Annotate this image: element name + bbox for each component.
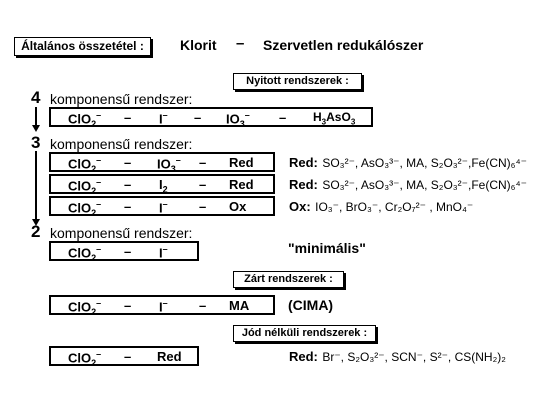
separator: – — [124, 155, 132, 170]
iodide-species: I– — [159, 110, 168, 127]
chlorite-species: ClO$_2$– — [68, 244, 102, 263]
red-list-2: Red: SO₃²⁻, AsO₃³⁻, MA, S₂O₃²⁻,Fe(CN)₆⁴⁻ — [289, 177, 527, 192]
level-3-label: komponensű rendszer: — [50, 136, 193, 152]
separator: – — [124, 298, 132, 313]
title-dash: – — [236, 35, 245, 52]
separator: – — [199, 177, 207, 192]
level-4-label: komponensű rendszer: — [50, 91, 193, 107]
iodide-species: I– — [159, 244, 168, 261]
iodine-free-box — [49, 346, 199, 366]
red-list-3: Red: Br⁻, S₂O₃²⁻, SCN⁻, S²⁻, CS(NH₂)₂ — [289, 349, 506, 364]
iodine-species: $I_2$ — [159, 177, 168, 195]
system-2-box — [49, 241, 199, 261]
reductant-species: Red — [229, 155, 254, 170]
separator: – — [199, 155, 207, 170]
separator: – — [124, 110, 132, 125]
system-3b-box — [49, 174, 275, 194]
arrow-4-to-3 — [35, 107, 37, 127]
level-2-number: 2 — [31, 222, 41, 241]
system-4-box — [49, 107, 373, 127]
arrow-3-to-2 — [35, 151, 37, 221]
separator: – — [124, 244, 132, 259]
minimal-note: "minimális" — [288, 240, 366, 256]
chlorite-species: ClO$_2$– — [68, 110, 102, 129]
open-systems-heading: Nyitott rendszerek : — [233, 73, 362, 90]
chlorite-species: ClO$_2$– — [68, 298, 102, 317]
iodide-species: I– — [159, 199, 168, 216]
system-3a-box — [49, 152, 275, 172]
title-subject: Klorit — [180, 37, 217, 53]
title-label: Általános összetétel : — [21, 39, 144, 53]
chlorite-species: ClO$_2$– — [68, 177, 102, 196]
separator: – — [199, 199, 207, 214]
separator: – — [124, 349, 132, 364]
red-list-1: Red: SO₃²⁻, AsO₃³⁻, MA, S₂O₃²⁻,Fe(CN)₆⁴⁻ — [289, 155, 527, 170]
iodine-free-heading: Jód nélküli rendszerek : — [233, 325, 376, 342]
separator: – — [124, 199, 132, 214]
ox-list: Ox: IO₃⁻, BrO₃⁻, Cr₂O₇²⁻ , MnO₄⁻ — [289, 199, 474, 214]
malonic-acid-species: MA — [229, 298, 250, 313]
iodate-species: $IO_3^-$ — [226, 110, 250, 129]
iodate-species: $IO_3^-$ — [157, 155, 181, 174]
arsenous-acid-species: $H_3AsO_3$ — [313, 110, 356, 127]
chlorite-species: ClO$_2$– — [68, 349, 102, 368]
reductant-species: Red — [157, 349, 182, 364]
level-2-label: komponensű rendszer: — [50, 225, 193, 241]
separator: – — [194, 110, 202, 125]
iodide-species: I– — [159, 298, 168, 315]
title-description: Szervetlen redukálószer — [263, 37, 424, 53]
level-4-number: 4 — [31, 88, 41, 107]
chlorite-species: ClO$_2$– — [68, 199, 102, 218]
separator: – — [279, 110, 287, 125]
cima-box — [49, 295, 275, 315]
title-label-box — [14, 37, 151, 56]
system-3c-box — [49, 196, 275, 216]
arrow-4-to-3-head — [32, 125, 40, 132]
closed-systems-heading: Zárt rendszerek : — [233, 271, 344, 288]
oxidant-species: Ox — [229, 199, 247, 214]
separator: – — [199, 298, 207, 313]
cima-note: (CIMA) — [288, 297, 334, 313]
reductant-species: Red — [229, 177, 254, 192]
separator: – — [124, 177, 132, 192]
level-3-number: 3 — [31, 133, 41, 152]
chlorite-species: ClO$_2$– — [68, 155, 102, 174]
